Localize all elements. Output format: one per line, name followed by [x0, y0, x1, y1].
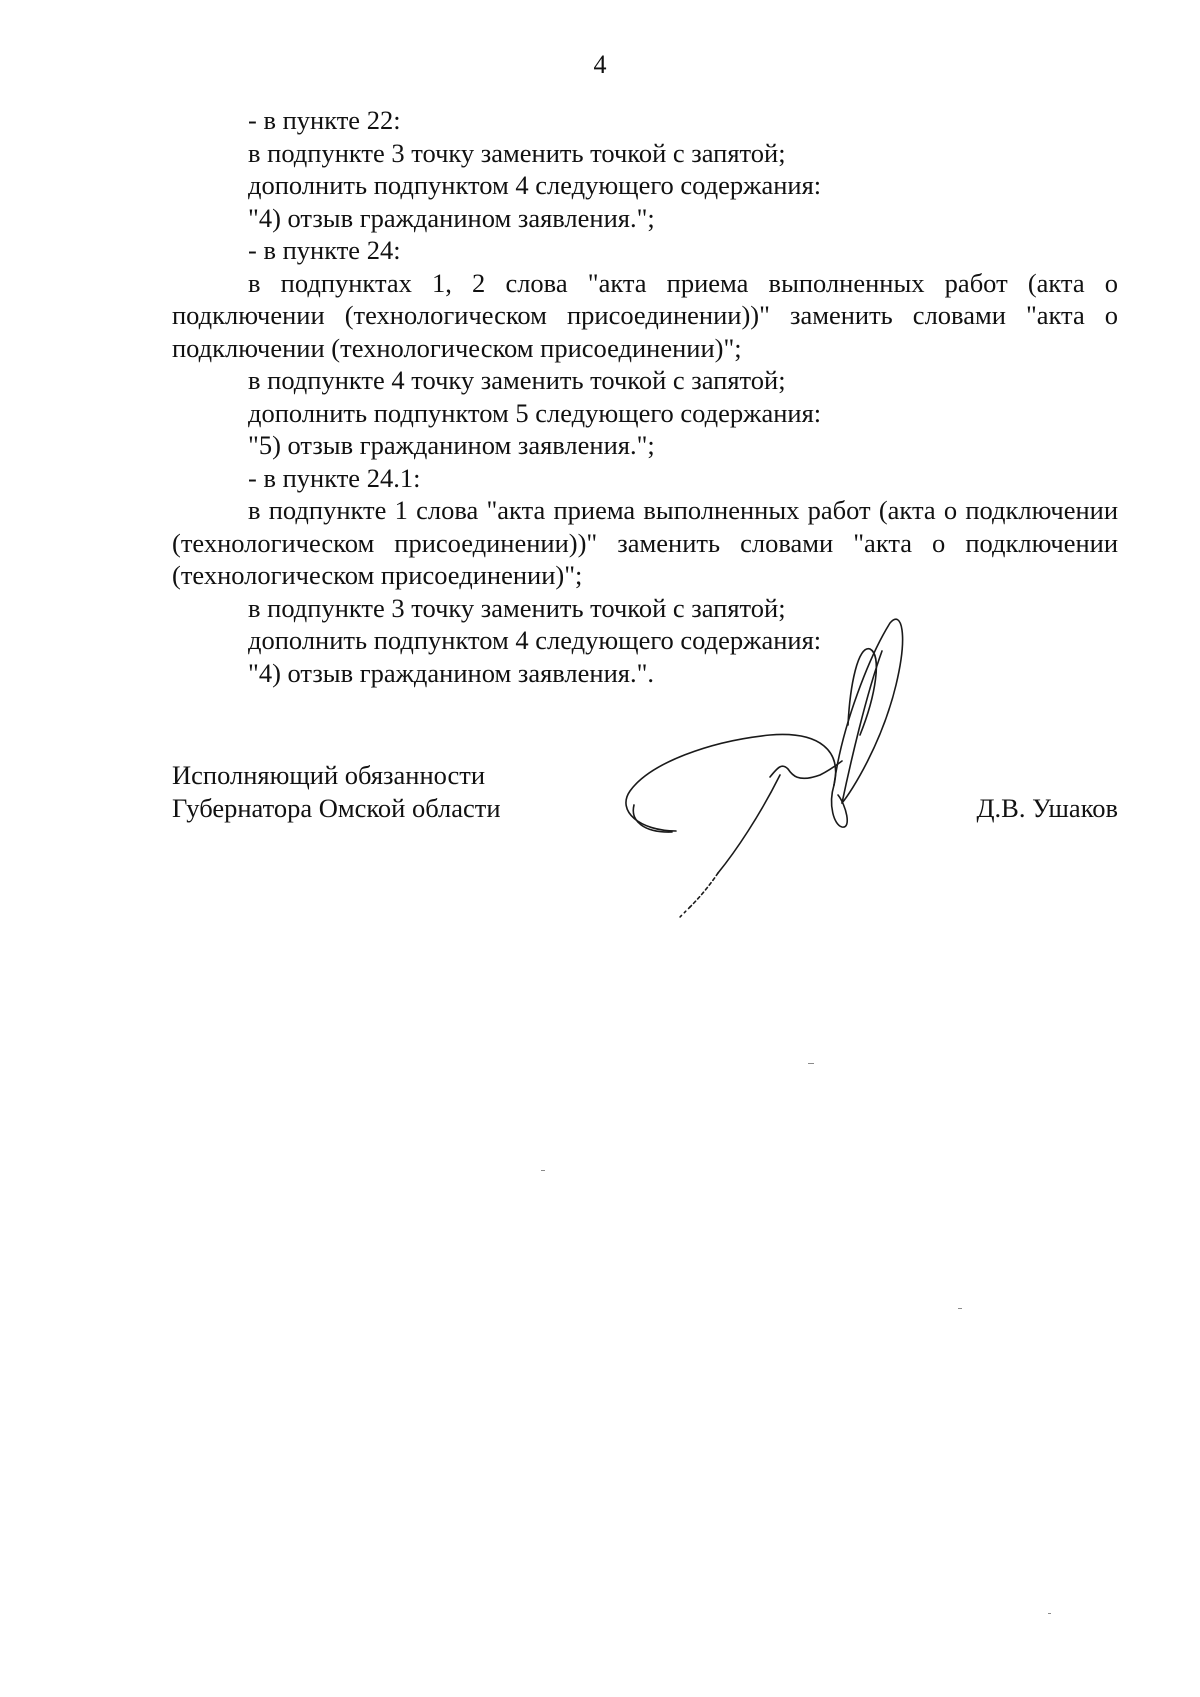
signatory-name: Д.В. Ушаков	[976, 792, 1118, 823]
paragraph: в подпункте 3 точку заменить точкой с запятой;	[248, 137, 786, 168]
signatory-position-line-1: Исполняющий обязанности	[172, 760, 486, 790]
paragraph: "5) отзыв гражданином заявления.";	[248, 430, 655, 460]
paragraph: - в пункте 24.1:	[248, 462, 421, 493]
paragraph: "4) отзыв гражданином заявления.";	[248, 202, 655, 233]
scan-speck	[1048, 1613, 1051, 1614]
paragraph: в подпункте 3 точку заменить точкой с запятой;	[248, 592, 786, 623]
scan-speck	[958, 1308, 962, 1309]
signatory-position	[172, 759, 552, 824]
paragraph: "4) отзыв гражданином заявления.".	[248, 657, 655, 688]
paragraph: дополнить подпунктом 5 следующего содержания:	[248, 397, 822, 428]
page-number: 4	[593, 50, 607, 79]
scan-speck	[808, 1063, 814, 1064]
paragraph: в подпункте 1 слова "акта приема выполненных работ (акта о подключении (технологическом присоединении))" заменить словами "акта о подключении (технологическом присоединении)";	[172, 495, 1118, 590]
paragraph: в подпунктах 1, 2 слова "акта приема выполненных работ (акта о подключении (технологическом присоединении))" заменить словами "акта о подключении (технологическом присоединении)";	[172, 267, 1118, 363]
scan-speck	[541, 1170, 545, 1171]
handwritten-signature	[620, 615, 980, 955]
signatory-position-line-2: Губернатора Омской области	[172, 792, 501, 823]
paragraph: - в пункте 22:	[248, 105, 401, 135]
paragraph: - в пункте 24:	[248, 235, 401, 265]
paragraph: дополнить подпунктом 4 следующего содержания:	[248, 170, 822, 200]
document-body	[172, 104, 1118, 689]
paragraph: в подпункте 4 точку заменить точкой с запятой;	[248, 365, 786, 395]
paragraph: дополнить подпунктом 4 следующего содержания:	[248, 625, 822, 655]
